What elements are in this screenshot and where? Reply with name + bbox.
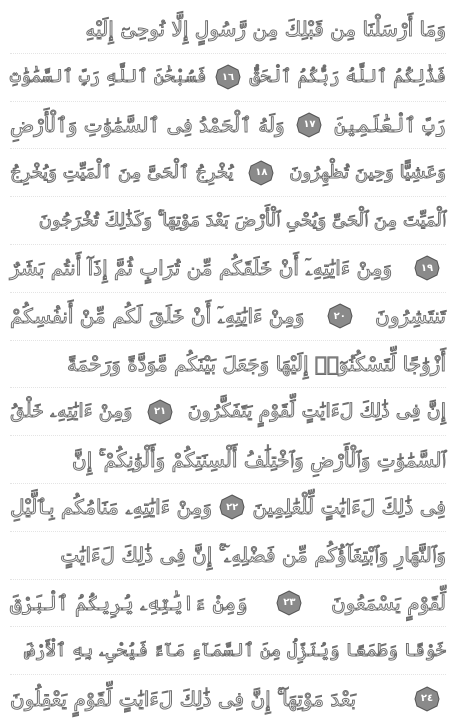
ayah-marker xyxy=(248,160,274,186)
text-line xyxy=(10,245,446,293)
ayah-number: ٢٢ xyxy=(226,501,239,513)
ayah-number: ٢٠ xyxy=(333,310,346,322)
verse-text: وَمَا أَرْسَلْنَا مِن قَبْلِكَ مِن رَّسُولٍ إِلَّا نُوحِىٓ إِلَيْهِ xyxy=(85,17,446,42)
text-line xyxy=(10,293,446,341)
verse-text: يُخْرِجُ ٱلْحَىَّ مِنَ ٱلْمَيِّتِ وَيُخْرِجُ xyxy=(10,161,234,183)
verse-text: وَعَشِيًّا وَحِينَ تُظْهِرُونَ xyxy=(289,161,446,183)
ayah-marker xyxy=(414,686,440,712)
verse-text: فَسُبْحَٰنَ ٱللَّهِ رَبِّ ٱلسَّمَٰوَٰتِ xyxy=(10,66,207,88)
verse-text: رَبِّ ٱلْعَٰلَمِينَ xyxy=(334,112,446,137)
verse-text: وَمِنْ ءَايَٰتِهِۦٓ أَنْ خَلَقَكُم مِّن تُرَابٍ ثُمَّ إِذَآ أَنتُم بَشَرٌ xyxy=(10,256,393,281)
text-line xyxy=(10,532,446,580)
verse-text: تَنتَشِرُونَ xyxy=(375,304,446,329)
verse-text: وَمِنْ ءَايَٰتِهِۦٓ أَنْ خَلَقَ لَكُم مِّنْ أَنفُسِكُمْ xyxy=(10,304,305,329)
verse-text: وَمِنْ ءَايَٰتِهِۦ مَنَامُكُم بِٱلَّيْلِ xyxy=(10,495,213,520)
verse-text: خَوْفًا وَطَمَعًا وَيُنَزِّلُ مِنَ ٱلسَّمَآءِ مَآءً فَيُحْىِۦ بِهِ ٱلْأَرْضَ xyxy=(24,639,446,661)
verse-text: ٱلسَّمَٰوَٰتِ وَٱلْأَرْضِ وَٱخْتِلَٰفُ أَلْسِنَتِكُمْ وَأَلْوَٰنِكُمْ ۚ إِنَّ xyxy=(72,447,446,472)
text-line xyxy=(10,580,446,628)
verse-text: وَمِنْ ءَايَٰتِهِۦ يُرِيكُمُ ٱلْبَرْقَ xyxy=(10,590,248,615)
text-line xyxy=(10,54,446,102)
verse-text: فَذَٰلِكُمُ ٱللَّهُ رَبُّكُمُ ٱلْحَقُّ xyxy=(249,66,446,88)
verse-text: أَزْوَٰجًا لِّتَسْكُنُوٓا۟ إِلَيْهَا وَجَعَلَ بَيْنَكُم مَّوَدَّةً وَرَحْمَةً xyxy=(66,351,446,376)
verse-text: إِنَّ فِى ذَٰلِكَ لَءَايَٰتٍ لِّقَوْمٍ يَتَفَكَّرُونَ xyxy=(187,400,446,423)
text-line xyxy=(10,197,446,245)
verse-text: لِّقَوْمٍ يَسْمَعُونَ xyxy=(331,590,446,615)
ayah-number: ٢٣ xyxy=(283,597,296,609)
text-line xyxy=(10,388,446,436)
ayah-number: ٢١ xyxy=(153,406,167,418)
ayah-number: ١٩ xyxy=(420,262,434,274)
verse-text: وَمِنْ ءَايَٰتِهِۦ خَلْقُ xyxy=(10,400,133,423)
text-line xyxy=(10,149,446,197)
verse-text: وَلَهُ ٱلْحَمْدُ فِى ٱلسَّمَٰوَٰتِ وَٱلْأَرْضِ xyxy=(10,112,285,137)
ayah-marker xyxy=(215,64,241,90)
text-line xyxy=(10,341,446,389)
verse-text: فِى ذَٰلِكَ لَءَايَٰتٍ لِّلْعَٰلِمِينَ xyxy=(252,495,446,520)
verse-text: بَعْدَ مَوْتِهَآ ۚ إِنَّ فِى ذَٰلِكَ لَءَايَٰتٍ لِّقَوْمٍ يَعْقِلُونَ xyxy=(10,686,357,711)
text-line xyxy=(10,436,446,484)
ayah-marker xyxy=(296,112,322,138)
ayah-marker xyxy=(147,399,173,425)
ayah-marker xyxy=(327,303,353,329)
ayah-marker xyxy=(276,590,302,616)
text-line xyxy=(10,484,446,532)
text-line xyxy=(10,102,446,150)
ayah-number: ١٦ xyxy=(221,71,235,83)
text-line xyxy=(10,6,446,54)
text-line xyxy=(10,627,446,675)
verse-text: ٱلْمَيِّتَ مِنَ ٱلْحَىِّ وَيُحْىِ ٱلْأَرْضَ بَعْدَ مَوْتِهَا ۚ وَكَذَٰلِكَ تُخْرَجُونَ xyxy=(38,209,446,231)
ayah-number: ١٨ xyxy=(255,167,268,179)
ayah-number: ١٧ xyxy=(303,119,316,131)
verse-text: وَٱلنَّهَارِ وَٱبْتِغَآؤُكُم مِّن فَضْلِهِۦٓ ۚ إِنَّ فِى ذَٰلِكَ لَءَايَٰتٍ xyxy=(60,543,446,568)
ayah-marker xyxy=(219,494,245,520)
text-line xyxy=(10,675,446,722)
ayah-number: ٢٤ xyxy=(420,693,434,705)
ayah-marker xyxy=(414,255,440,281)
